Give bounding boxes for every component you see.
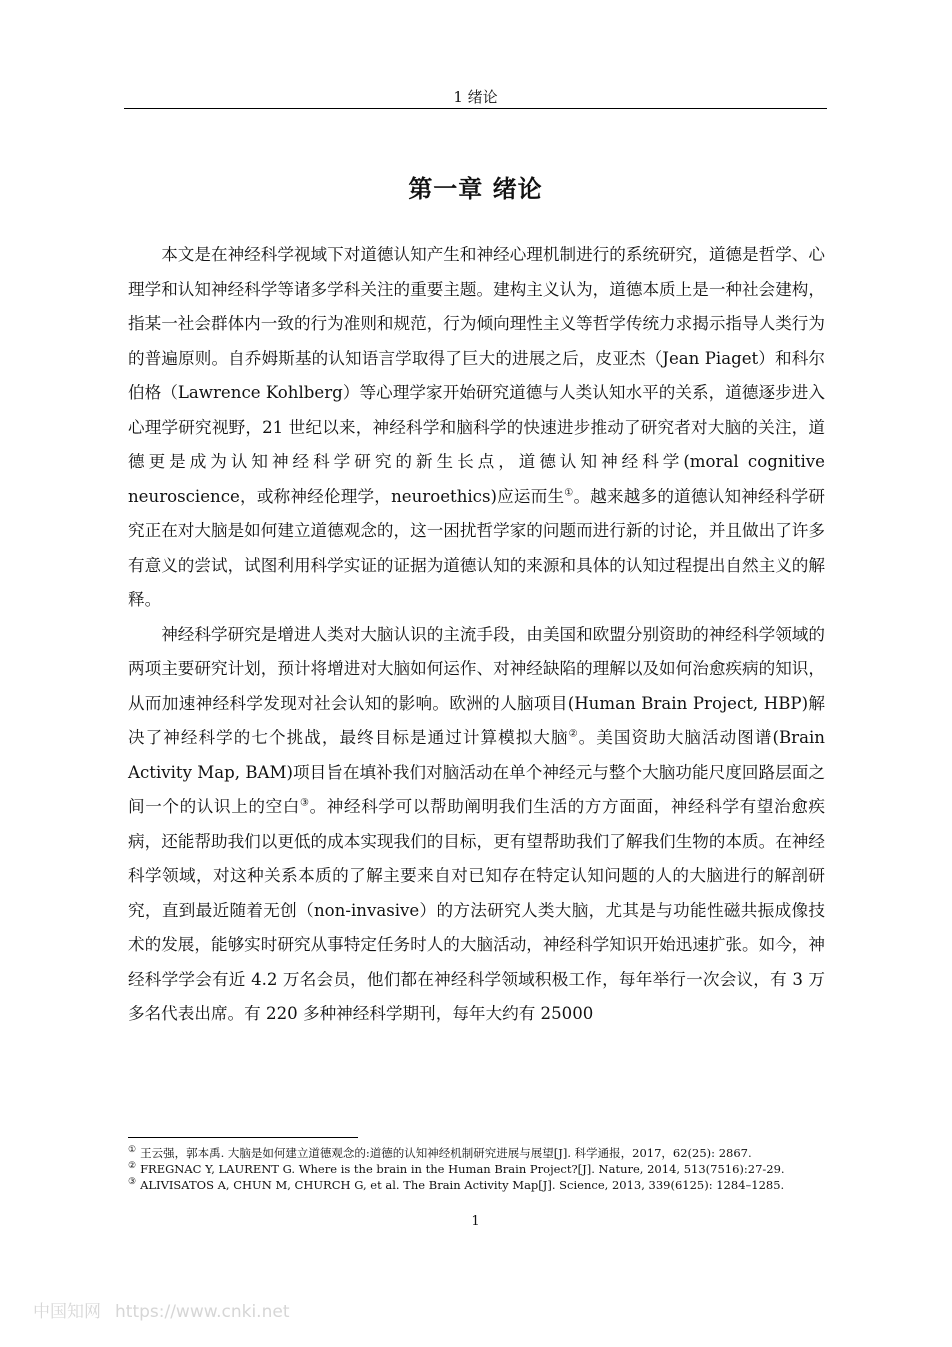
paragraph-2 bbox=[128, 618, 825, 1032]
paragraph-1-text: 本文是在神经科学视域下对道德认知产生和神经心理机制进行的系统研究，道德是哲学、心理学和认知神经科学等诸多学科关注的重要主题。建构主义认为，道德本质上是一种社会建构，指某一社会群体内一致的行为准则和规范，行为倾向理性主义等哲学传统力求揭示指导人类行为的普遍原则。自乔姆斯基的认知语言学取得了巨大的进展之后，皮亚杰（Jean Piaget）和科尔伯格（Lawrence Kohlberg）等心理学家开始研究道德与人类认知水平的关系，道德逐步进入心理学研究视野，21 世纪以来，神经科学和脑科学的快速进步推动了研究者对大脑的关注，道德更是成为认知神经科学研究的新生长点，道德认知神经科学(moral cognitive neuroscience，或称神经伦理学，neuroethics)应运而生 bbox=[128, 245, 825, 506]
paragraph-2-text-c: 。神经科学可以帮助阐明我们生活的方方面面，神经科学有望治愈疾病，还能帮助我们以更低的成本实现我们的目标，更有望帮助我们了解我们生物的本质。在神经科学领域，对这种关系本质的了解主要来自对已知存在特定认知问题的人的大脑进行的解剖研究，直到最近随着无创（non-invasive）的方法研究人类大脑，尤其是与功能性磁共振成像技术的发展，能够实时研究从事特定任务时人的大脑活动，神经科学知识开始迅速扩张。如今，神经科学学会有近 4.2 万名会员，他们都在神经科学领域积极工作，每年举行一次会议，有 3 万多名代表出席。有 220 多种神经科学期刊，每年大约有 25000 bbox=[128, 797, 826, 1023]
watermark-brand: 中国知网 bbox=[33, 1302, 101, 1322]
footnote-2-mark: ② bbox=[128, 1161, 137, 1172]
footnote-rule bbox=[128, 1137, 358, 1138]
footnote-1-text: 王云强，郭本禹. 大脑是如何建立道德观念的:道德的认知神经机制研究进展与展望[J]. 科学通报，2017，62(25): 2867. bbox=[140, 1146, 752, 1160]
footnote-2-text: FREGNAC Y, LAURENT G. Where is the brain in the Human Brain Project?[J]. Nature, 2014, 513(7516):27-29. bbox=[140, 1162, 785, 1176]
footnote-1 bbox=[128, 1145, 828, 1161]
footnotes bbox=[128, 1145, 828, 1193]
paragraph-2-text-b: 。美国资助大脑活动图谱(Brain Activity Map, BAM)项目旨在填补我们对脑活动在单个神经元与整个大脑功能尺度回路层面之间一个的认识上的空白 bbox=[128, 728, 825, 816]
chapter-title: 第一章 绪论 bbox=[408, 175, 543, 203]
watermark bbox=[33, 1297, 289, 1322]
footnote-3-mark: ③ bbox=[128, 1177, 137, 1188]
body-text bbox=[128, 238, 825, 1032]
paragraph-1-tail: 。越来越多的道德认知神经科学研究正在对大脑是如何建立道德观念的，这一困扰哲学家的问题而进行新的讨论，并且做出了许多有意义的尝试，试图利用科学实证的证据为道德认知的来源和具体的认知过程提出自然主义的解释。 bbox=[128, 486, 825, 609]
header-rule bbox=[124, 108, 827, 109]
paragraph-2-text-a: 神经科学研究是增进人类对大脑认识的主流手段，由美国和欧盟分别资助的神经科学领域的两项主要研究计划，预计将增进对大脑如何运作、对神经缺陷的理解以及如何治愈疾病的知识，从而加速神经科学发现对社会认知的影响。欧洲的人脑项目(Human Brain Project, HBP)解决了神经科学的七个挑战，最终目标是通过计算模拟大脑 bbox=[128, 624, 825, 747]
watermark-url: https://www.cnki.net bbox=[115, 1302, 290, 1322]
footnote-1-mark: ① bbox=[128, 1145, 137, 1156]
footnote-ref-3[interactable]: ③ bbox=[300, 797, 310, 809]
footnote-3 bbox=[128, 1177, 828, 1193]
footnote-ref-2[interactable]: ② bbox=[568, 728, 579, 740]
footnote-3-text: ALIVISATOS A, CHUN M, CHURCH G, et al. The Brain Activity Map[J]. Science, 2013, 339(6125): 1284–1285. bbox=[140, 1178, 785, 1192]
page-number: 1 bbox=[471, 1214, 480, 1229]
footnote-2 bbox=[128, 1161, 828, 1177]
footnote-ref-1[interactable]: ① bbox=[564, 486, 574, 498]
paragraph-1 bbox=[128, 238, 825, 618]
running-head: 1 绪论 bbox=[453, 88, 498, 106]
